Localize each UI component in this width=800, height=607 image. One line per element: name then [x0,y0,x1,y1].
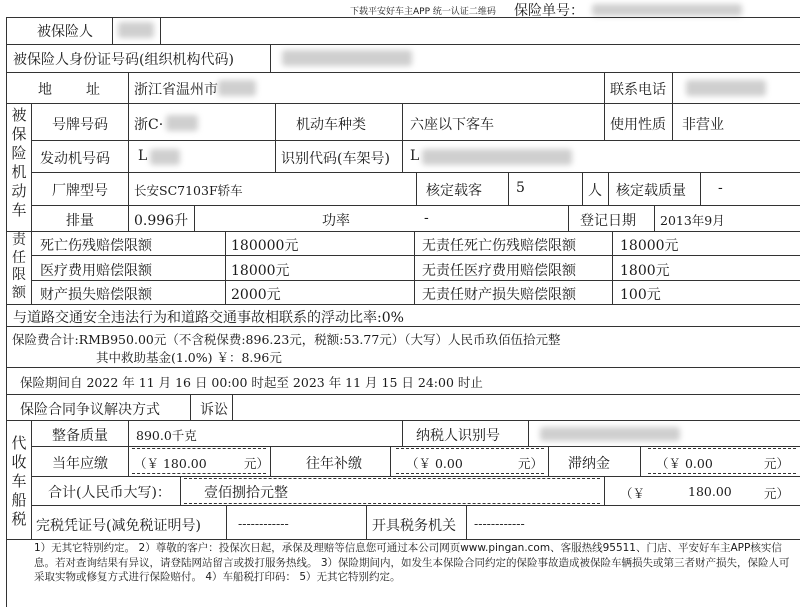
policy-number-redacted [592,4,742,16]
seats-unit: 人 [588,183,602,199]
engine-value: L [138,148,148,164]
insured-name-redacted [118,22,154,38]
nofault-row-value: 18000元 [620,238,679,254]
total-value-unit: 元） [764,486,790,501]
past-years-value: （￥ 0.00 [406,456,463,471]
policy-number-label: 保险单号： [514,3,584,19]
floating-rate: 与道路交通安全违法行为和道路交通事故相联系的浮动比率:0% [13,310,404,326]
vehicle-type-label: 机动车种类 [296,117,366,133]
special-agreements-notes: 1）无其它特别约定。 2）尊敬的客户：投保次日起，承保及理赔等信息您可通过本公司网页www.pingan.com、客服热线95511、门店、平安好车主APP核实信息。若对查询结果有异议，请登陆网站留言或拨打服务热线。 3）保险期间内，如发生本保险合同约定的保险事故造成被保险车辆损失或第三者财产损失，保险人可采取实物或修复方式进行保险赔付。 4）车船税打印码： 5）无其它特别约定。 [34,542,790,583]
late-fee-unit: 元） [764,456,790,471]
usage-value: 非营业 [682,117,724,133]
usage-label: 使用性质 [610,117,666,133]
plate-value: 浙C· [134,117,164,133]
total-in-words: 壹佰捌拾元整 [204,485,288,501]
dispute-label: 保险合同争议解决方式 [20,402,160,418]
displacement-value: 0.996升 [134,213,189,229]
premium-total: 保险费合计:RMB950.00元（不含税保费:896.23元，税额:53.77元）（大写）人民币玖佰伍拾元整 [12,332,561,347]
model-label: 厂牌型号 [52,183,108,199]
vin-label: 识别代码(车架号) [281,151,390,167]
load-value: - [718,180,723,196]
engine-label: 发动机号码 [40,151,110,167]
nofault-row-value: 1800元 [620,263,670,279]
liability-row-label: 死亡伤残赔偿限额 [40,238,152,254]
late-fee-value: （￥ 0.00 [656,456,713,471]
address-label: 地 址 [38,82,110,98]
address-value: 浙江省温州市 [134,82,218,98]
rescue-fund: 其中救助基金(1.0%) ￥：8.96元 [96,350,282,365]
insured-label: 被保险人 [37,24,93,40]
vehicle-type-value: 六座以下客车 [410,117,494,133]
app-download-hint: 下载平安好车主APP 统一认证二维码 [350,7,496,17]
phone-redacted [686,80,766,96]
seats-label: 核定载客 [426,183,482,199]
taxpayer-id-redacted [540,427,680,441]
liability-section-label: 责任限额 [12,232,26,301]
past-years-label: 往年补缴 [306,456,362,472]
nofault-row-label: 无责任死亡伤残赔偿限额 [422,238,576,254]
engine-redacted [150,149,180,165]
curb-weight-label: 整备质量 [52,428,108,444]
vin-redacted [422,149,572,165]
dispute-value: 诉讼 [200,402,228,418]
power-label: 功率 [322,213,350,229]
tax-office-label: 开具税务机关 [372,518,456,534]
tax-cert-value: ------------ [238,516,289,531]
vin-value: L [410,148,420,164]
late-fee-label: 滞纳金 [568,456,610,472]
total-value: 180.00 [688,484,732,499]
past-years-unit: 元） [518,456,544,471]
load-label: 核定载质量 [616,183,686,199]
total-label: 合计(人民币大写)： [48,485,171,501]
current-year-label: 当年应缴 [52,456,108,472]
liability-row-label: 医疗费用赔偿限额 [40,263,152,279]
nofault-row-label: 无责任财产损失赔偿限额 [422,287,576,303]
seats-value: 5 [516,180,525,196]
insured-id-redacted [282,50,412,66]
total-value-prefix: （￥ [620,486,646,501]
plate-label: 号牌号码 [52,117,108,133]
power-value: - [424,210,429,226]
plate-redacted [166,115,198,131]
liability-row-value: 2000元 [231,287,281,303]
vessel-tax-section-label: 代收车船税 [11,434,27,528]
model-value: 长安SC7103F轿车 [134,183,243,198]
liability-row-value: 18000元 [231,263,290,279]
insurance-period: 保险期间自 2022 年 11 月 16 日 00:00 时起至 2023 年 11 月 15 日 24:00 时止 [20,375,483,390]
nofault-row-value: 100元 [620,287,661,303]
tax-cert-label: 完税凭证号(减免税证明号) [36,518,201,534]
curb-weight-value: 890.0千克 [136,428,197,443]
liability-row-label: 财产损失赔偿限额 [40,287,152,303]
current-year-unit: 元） [244,456,270,471]
reg-date-value: 2013年9月 [660,213,725,228]
tax-office-value: ------------ [474,516,525,531]
insured-id-label: 被保险人身份证号码(组织机构代码) [13,52,234,68]
current-year-value: （￥ 180.00 [134,456,207,471]
phone-label: 联系电话 [610,82,666,98]
displacement-label: 排量 [66,213,94,229]
reg-date-label: 登记日期 [580,213,636,229]
nofault-row-label: 无责任医疗费用赔偿限额 [422,263,576,279]
taxpayer-id-label: 纳税人识别号 [416,428,500,444]
vehicle-section-label: 被保险机动车 [11,106,27,219]
liability-row-value: 180000元 [231,238,299,254]
address-redacted [218,80,256,96]
